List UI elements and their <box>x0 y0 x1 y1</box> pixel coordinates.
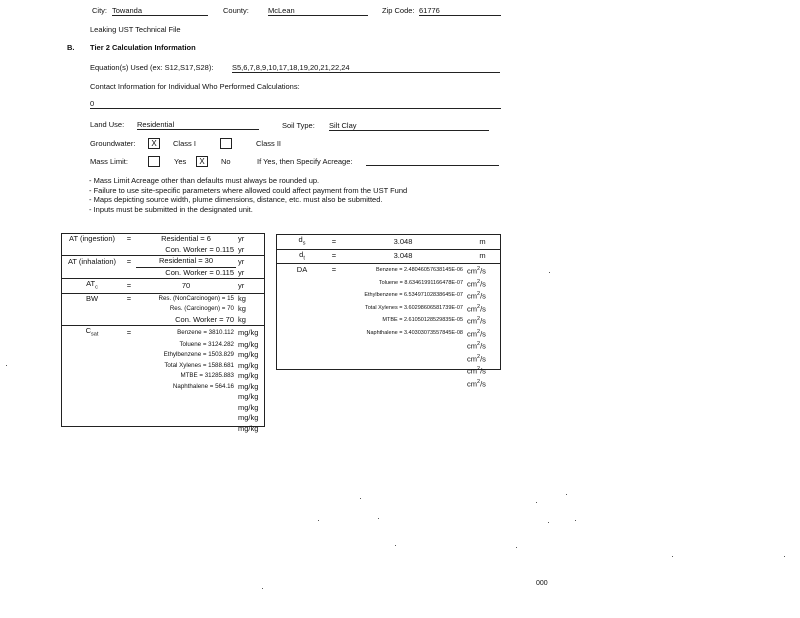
unit: mg/kg <box>236 326 264 340</box>
da-value <box>341 352 465 365</box>
csat-row <box>62 326 264 340</box>
unit: $cm^2/s$ <box>467 291 486 301</box>
class1-label: Class I <box>173 139 196 148</box>
da-value <box>341 364 465 377</box>
land-use-label: Land Use: <box>90 120 125 129</box>
ds-value: 3.048 <box>393 236 413 246</box>
dt-value: 3.048 <box>341 249 465 264</box>
csat-value <box>136 403 236 414</box>
unit: yr <box>238 244 245 254</box>
unit: $cm^2/s$ <box>467 378 486 388</box>
right-parameter-table <box>276 234 501 388</box>
equals-sign: = <box>122 326 136 340</box>
atc-value: 70 <box>136 279 236 294</box>
da-value: Benzene = 2.48046057638145E-06 <box>341 264 465 277</box>
unit: yr <box>236 256 264 268</box>
groundwater-label: Groundwater: <box>90 139 136 148</box>
unit: $cm^2/s$ <box>467 353 486 363</box>
dt-label: $d_t$ <box>277 249 327 264</box>
bw-label: BW <box>62 293 122 304</box>
contact-label: Contact Information for Individual Who Performed Calculations: <box>90 82 300 91</box>
equations-field[interactable]: S5,6,7,8,9,10,17,18,19,20,21,22,24 <box>232 63 500 73</box>
csat-value: Ethylbenzene = 1503.829 <box>163 351 234 359</box>
section-title: Tier 2 Calculation Information <box>90 43 196 52</box>
csat-value: Toluene = 3124.282 <box>179 340 234 348</box>
da-value: Toluene = 8.63461991166478E-07 <box>378 279 463 286</box>
at-inhalation-worker: Con. Worker = 0.115 <box>165 267 234 277</box>
unit: mg/kg <box>238 381 259 391</box>
at-ingestion-worker: Con. Worker = 0.115 <box>165 244 234 254</box>
note-item: - Maps depicting source width, plume dimensions, distance, etc. must also be submitted. <box>89 195 383 204</box>
acreage-field[interactable] <box>366 157 499 166</box>
file-title: Leaking UST Technical File <box>90 25 181 34</box>
csat-value: Naphthalene = 564.16 <box>172 382 234 390</box>
csat-value <box>136 392 236 403</box>
class2-checkbox[interactable] <box>220 138 232 149</box>
unit: yr <box>238 234 245 244</box>
section-letter: B. <box>67 43 75 52</box>
unit: mg/kg <box>238 360 259 370</box>
county-field[interactable]: McLean <box>268 6 368 16</box>
da-value: Naphthalene = 3.40303073557845E-08 <box>366 329 463 336</box>
equals-sign: = <box>122 256 136 268</box>
zip-field[interactable]: 61776 <box>419 6 501 16</box>
unit: $cm^2/s$ <box>465 264 500 277</box>
ds-label: $d_s$ <box>298 235 306 247</box>
land-use-field[interactable]: Residential <box>137 120 259 130</box>
csat-value: Total Xylenes = 1588.681 <box>164 361 234 369</box>
unit: $cm^2/s$ <box>467 366 486 376</box>
bw-res-noncarc: Res. (NonCarcinogen) = 15 <box>136 293 236 304</box>
csat-value: MTBE = 31285.883 <box>180 372 234 380</box>
da-label: DA <box>277 264 327 277</box>
equals-sign: = <box>126 234 132 244</box>
mass-yes-checkbox[interactable] <box>148 156 160 167</box>
city-field[interactable]: Towanda <box>112 6 208 16</box>
notes-list <box>89 176 407 214</box>
mass-limit-label: Mass Limit: <box>90 157 128 166</box>
unit: mg/kg <box>238 339 259 349</box>
note-item: - Inputs must be submitted in the designated unit. <box>89 204 253 214</box>
at-inhalation-label: AT (inhalation) <box>62 256 122 268</box>
at-inhalation-res: Residential = 30 <box>136 256 236 268</box>
equals-sign: = <box>122 279 136 294</box>
da-value: MTBE = 2.61050128529835E-05 <box>382 317 463 324</box>
mass-no-checkbox[interactable]: X <box>196 156 208 167</box>
csat-value <box>136 424 236 435</box>
da-row <box>277 264 500 277</box>
atc-row <box>62 279 264 294</box>
atc-label: $AT_c$ <box>62 279 122 294</box>
unit: mg/kg <box>238 371 259 381</box>
unit: kg <box>238 304 246 314</box>
dt-row <box>277 249 500 264</box>
unit: mg/kg <box>238 350 259 360</box>
unit: mg/kg <box>238 402 259 412</box>
equations-label: Equation(s) Used (ex: S12,S17,S28): <box>90 63 214 72</box>
da-value <box>341 377 465 390</box>
at-ingestion-row <box>62 234 264 245</box>
mass-no-label: No <box>221 157 231 166</box>
unit: $cm^2/s$ <box>467 303 486 313</box>
equals-sign: = <box>327 264 341 277</box>
bw-res-carc: Res. (Carcinogen) = 70 <box>169 305 234 313</box>
unit: mg/kg <box>238 413 259 423</box>
page-code: 000 <box>536 580 548 587</box>
unit: $cm^2/s$ <box>467 341 486 351</box>
at-ingestion-label: AT (ingestion) <box>69 234 115 244</box>
da-value: Total Xylenes = 3.60298606581739E-07 <box>364 304 463 311</box>
at-inhalation-row <box>62 256 264 268</box>
class2-label: Class II <box>256 139 282 148</box>
at-ingestion-res: Residential = 6 <box>161 234 211 244</box>
unit: yr <box>236 279 264 294</box>
zip-label: Zip Code: <box>382 6 415 15</box>
unit: m <box>479 236 486 246</box>
unit: kg <box>238 314 246 324</box>
unit: mg/kg <box>238 392 259 402</box>
equals-sign: = <box>327 249 341 264</box>
bw-row <box>62 293 264 304</box>
note-item: - Failure to use site-specific parameters where allowed could affect payment from the UST Fund <box>89 185 408 195</box>
class1-checkbox[interactable]: X <box>148 138 160 149</box>
contact-field[interactable]: 0 <box>90 99 501 109</box>
soil-type-label: Soil Type: <box>282 121 315 130</box>
equals-sign: = <box>122 293 136 304</box>
city-label: City: <box>92 6 107 15</box>
unit: $cm^2/s$ <box>467 328 486 338</box>
unit: m <box>465 249 500 264</box>
csat-value: Benzene = 3810.112 <box>136 326 236 340</box>
acreage-label: If Yes, then Specify Acreage: <box>257 157 353 166</box>
equals-sign: = <box>331 236 337 246</box>
da-value <box>341 339 465 352</box>
csat-value <box>136 413 236 424</box>
unit: $cm^2/s$ <box>467 316 486 326</box>
soil-type-field[interactable]: Silt Clay <box>329 121 489 131</box>
ds-row <box>277 235 500 249</box>
da-value: Ethylbenzene = 6.53497102838645E-07 <box>364 292 463 299</box>
csat-label: $C_{sat}$ <box>62 326 122 340</box>
unit: kg <box>236 293 264 304</box>
mass-yes-label: Yes <box>174 157 187 166</box>
unit: $cm^2/s$ <box>467 278 486 288</box>
unit: yr <box>238 267 245 277</box>
unit: mg/kg <box>238 423 259 433</box>
county-label: County: <box>223 6 249 15</box>
bw-worker: Con. Worker = 70 <box>175 314 234 324</box>
left-parameter-table <box>61 233 265 433</box>
note-item: - Mass Limit Acreage other than defaults must always be rounded up. <box>89 176 320 185</box>
